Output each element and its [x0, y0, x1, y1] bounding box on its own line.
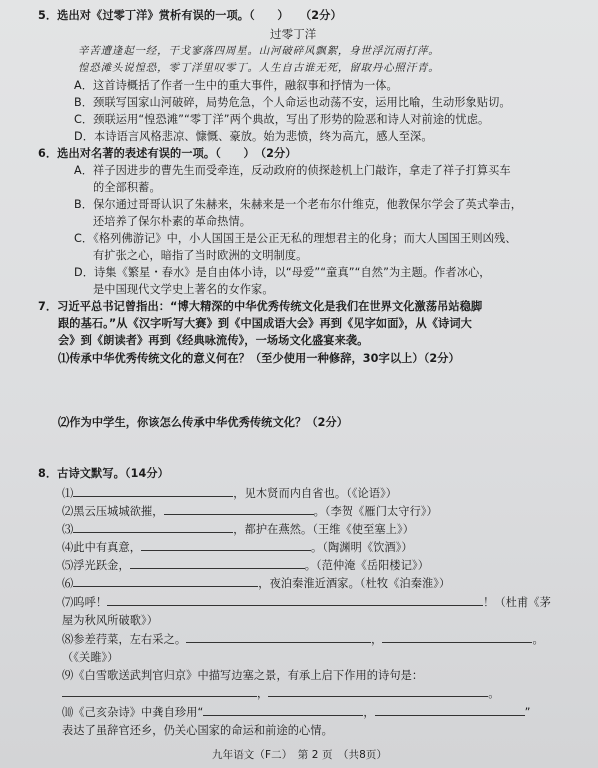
q8-item6-blank[interactable]: [73, 576, 258, 587]
q8-item2-prefix: ⑵黑云压城城欲摧，: [62, 505, 164, 518]
q8-item9-blank2[interactable]: [268, 686, 488, 697]
q8-item7: [62, 595, 551, 610]
q5-poem-title: 过零丁洋: [270, 27, 317, 41]
q8-item5: [62, 558, 429, 573]
q7-line2: 跟的基石。”从《汉字听写大赛》到《中国成语大会》再到《见字如面》，从《诗词大: [58, 317, 472, 330]
q8-item5-blank[interactable]: [130, 558, 305, 569]
q8-item4: [62, 540, 413, 555]
q6-option-c-line1: C．《格列佛游记》中，小人国国王是公正无私的理想君主的化身；而大人国国王则凶残、: [74, 232, 517, 245]
q8-item1: [62, 486, 397, 501]
q5-poem-line1: 辛苦遭逢起一经，干戈寥落四周星。山河破碎风飘絮，身世浮沉雨打萍。: [78, 45, 440, 57]
q8-item5-suffix: 。（范仲淹《岳阳楼记》）: [304, 559, 429, 572]
q8-item8-blank2[interactable]: [382, 632, 532, 643]
q7-line3: 会》到《朗读者》再到《经典咏流传》，一场场文化盛宴来袭。: [58, 334, 369, 347]
q8-item10-prefix: ⑽《己亥杂诗》中龚自珍用“: [62, 706, 204, 719]
q8-item1-blank[interactable]: [73, 486, 233, 497]
q7-sub2: ⑵作为中学生，你该怎么传承中华优秀传统文化？（2分）: [58, 416, 349, 429]
q5-option-b: B．颈联写国家山河破碎，局势危急，个人命运也动荡不安，运用比喻，生动形象贴切。: [74, 96, 511, 109]
q6-option-a-line2: 的全部积蓄。: [93, 181, 161, 194]
page-footer: 九年语文（F二） 第 2 页 （共8页）: [212, 749, 388, 761]
q8-item7-continued: 屋为秋风所破歌》）: [62, 614, 158, 627]
q8-item10: ⑽《己亥杂诗》中龚自珍用“ ， ”: [62, 706, 531, 719]
q5-option-d: D．本诗语言风格悲凉、慷慨、豪放。始为悲愤，终为高亢，感人至深。: [74, 130, 433, 143]
q8-item7-blank[interactable]: [107, 595, 483, 606]
q8-item5-prefix: ⑸浮光跃金，: [62, 559, 130, 572]
q8-item10-continued: 表达了虽辞官还乡，仍关心国家的命运和前途的心情。: [62, 724, 333, 737]
q8-item3: [62, 522, 414, 537]
q8-item1-number: ⑴: [62, 487, 74, 500]
q8-item10-blank1[interactable]: [203, 705, 363, 716]
q8-item1-text: ，见木贤而内自省也。（《论语》）: [233, 487, 398, 500]
q5-poem-line2: 惶恐滩头说惶恐，零丁洋里叹零丁。人生自古谁无死，留取丹心照汗青。: [78, 62, 440, 74]
q5-option-a: A．这首诗概括了作者一生中的重大事件，融叙事和抒情为一体。: [74, 79, 398, 92]
q8-item4-suffix: 。（陶渊明《饮酒》）: [311, 541, 413, 554]
q7-line1: 7．习近平总书记曾指出：“博大精深的中华优秀传统文化是我们在世界文化激荡吊站稳脚: [38, 300, 483, 313]
q6-option-b-line1: B．保尔通过哥哥认识了朱赫来，朱赫来是一个老布尔什维克，他教保尔学会了英式拳击，: [74, 198, 522, 211]
q8-item7-suffix: ！（杜甫《茅: [483, 596, 551, 609]
q8-item8-prefix: ⑻参差荇菜，左右采之。: [62, 633, 187, 646]
q8-item9-blank1[interactable]: [62, 686, 257, 697]
q8-item6-text: ，夜泊秦淮近酒家。（杜牧《泊秦淮》）: [258, 577, 451, 590]
q8-item7-prefix: ⑺呜呼！: [62, 596, 108, 609]
q8-stem: 8．古诗文默写。（14分）: [38, 467, 169, 480]
q8-item4-blank[interactable]: [141, 540, 311, 551]
q7-sub1: ⑴传承中华优秀传统文化的意义何在？（至少使用一种修辞，30字以上）（2分）: [58, 352, 460, 365]
q5-stem: 5．选出对《过零丁洋》赏析有误的一项。（ ） （2分）: [38, 9, 342, 22]
q8-item3-number: ⑶: [62, 523, 74, 536]
q8-item9: ⑼《白雪歌送武判官归京》中描写边塞之景，有承上启下作用的诗句是：: [62, 669, 424, 682]
q6-stem: 6．选出对名著的表述有误的一项。（ ） （2分）: [38, 147, 297, 160]
q8-item2-blank[interactable]: [164, 504, 314, 515]
q8-item10-blank2[interactable]: [375, 705, 525, 716]
q8-item8: ⑻参差荇菜，左右采之。 ， 。: [62, 633, 544, 646]
q8-item9-answer: ， 。: [62, 686, 500, 701]
q6-option-a-line1: A．祥子因进步的曹先生而受牵连，反动政府的侦探趁机上门敲诈，拿走了祥子打算买车: [74, 164, 511, 177]
q8-item4-prefix: ⑷此中有真意，: [62, 541, 142, 554]
q6-option-c-line2: 有扩张之心，暗指了当时欧洲的文明制度。: [93, 249, 308, 262]
q8-item6-number: ⑹: [62, 577, 74, 590]
q6-option-d-line1: D．诗集《繁星・春水》是自由体小诗，以“母爱”“童真”“自然”为主题。作者冰心，: [74, 266, 491, 279]
q8-item3-blank[interactable]: [73, 522, 233, 533]
q8-item8-continued: （《关雎》）: [62, 651, 119, 664]
q5-option-c: C．颈联运用“惶恐滩”“零丁洋”两个典故，写出了形势的险恶和诗人对前途的忧虑。: [74, 113, 490, 126]
q8-item2: [62, 504, 438, 519]
q8-item6: [62, 576, 450, 591]
q8-item2-suffix: 。（李贺《雁门太守行》）: [313, 505, 438, 518]
q6-option-b-line2: 还培养了保尔朴素的革命热情。: [93, 215, 252, 228]
q6-option-d-line2: 是中国现代文学史上著名的女作家。: [93, 283, 274, 296]
q8-item8-blank1[interactable]: [186, 632, 371, 643]
q8-item3-text: ，都护在燕然。（王维《使至塞上》）: [233, 523, 414, 536]
